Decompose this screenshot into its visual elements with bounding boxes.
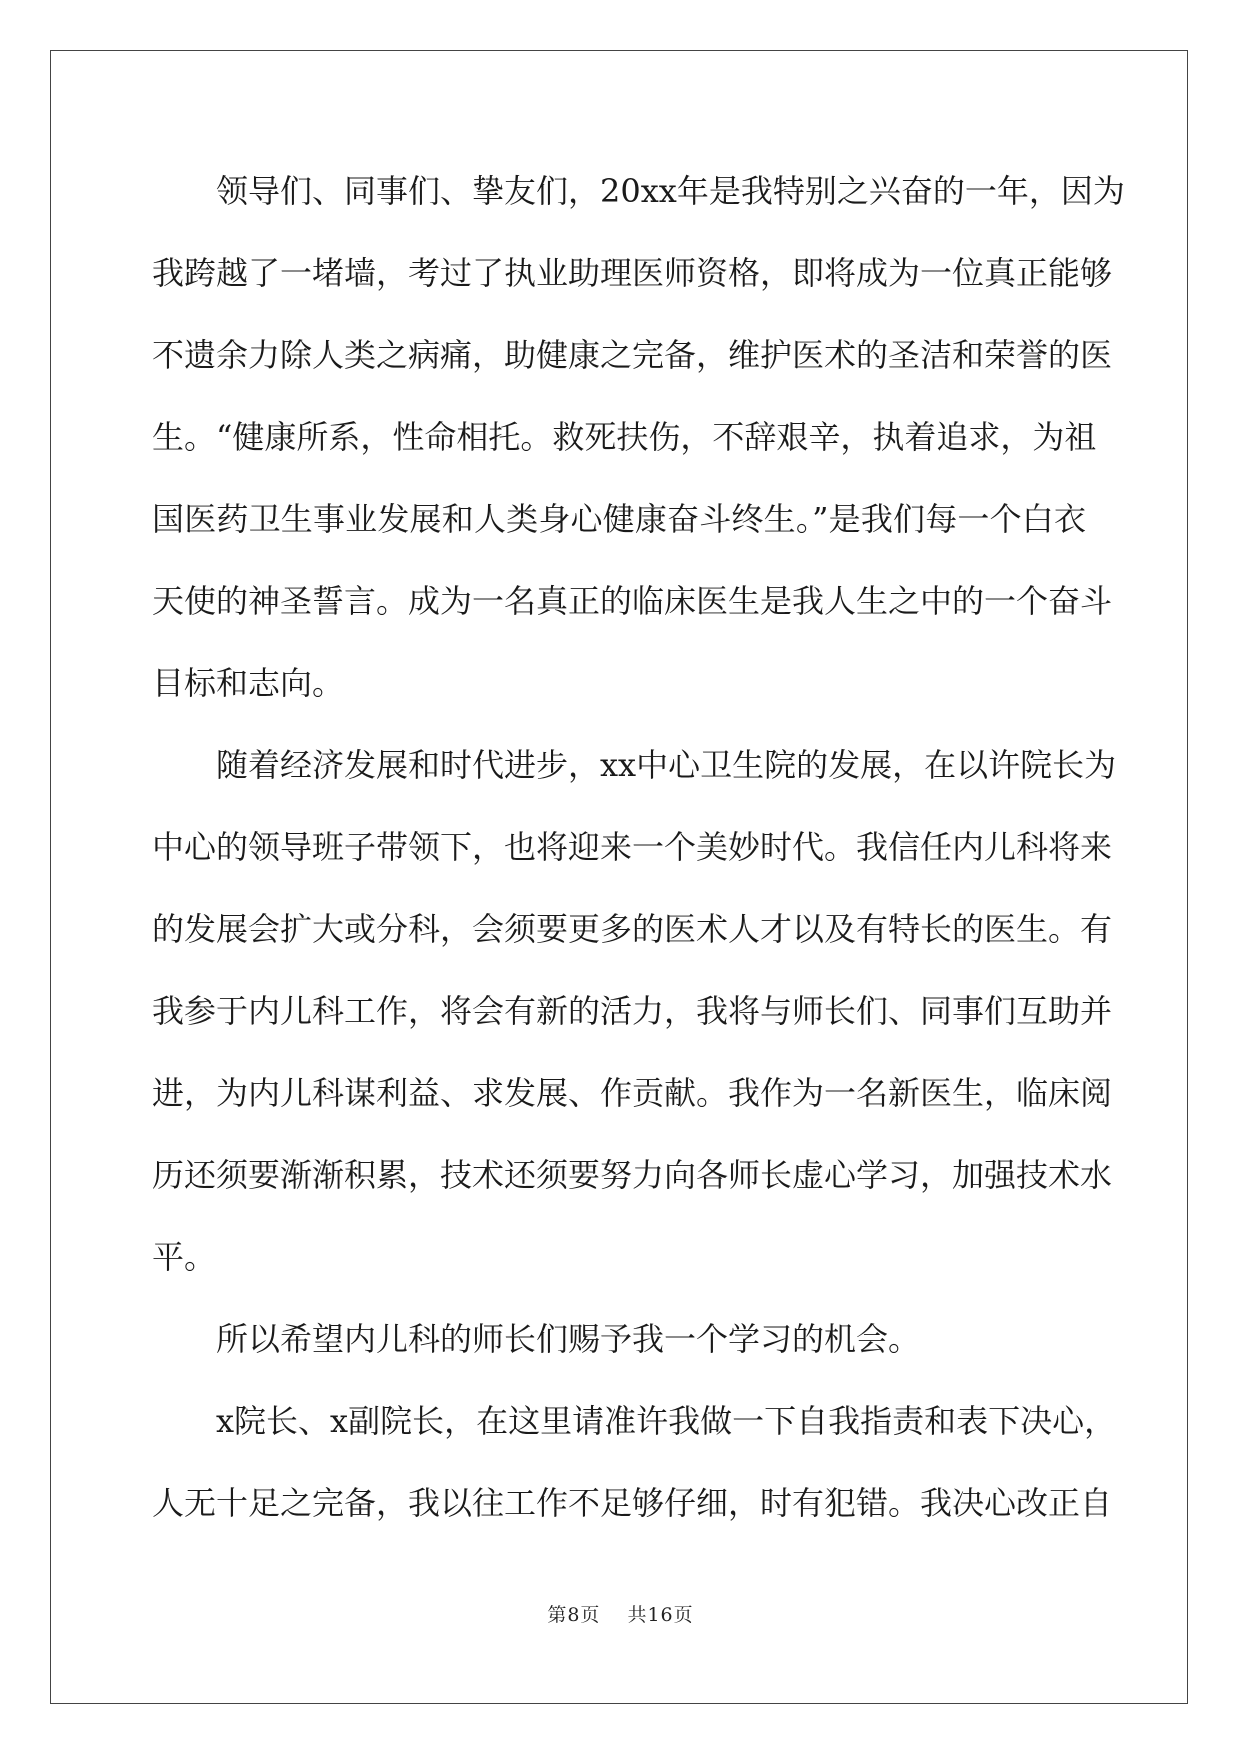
text-line: 随着经济发展和时代进步，xx中心卫生院的发展，在以许院长为	[216, 746, 1117, 784]
text-line: 我参于内儿科工作，将会有新的活力，我将与师长们、同事们互助并	[152, 992, 1113, 1030]
text-line: 中心的领导班子带领下，也将迎来一个美妙时代。我信任内儿科将来	[152, 828, 1113, 866]
text-line: 天使的神圣誓言。成为一名真正的临床医生是我人生之中的一个奋斗	[152, 582, 1113, 620]
text-line: 不遗余力除人类之病痛，助健康之完备，维护医术的圣洁和荣誉的医	[152, 336, 1113, 374]
text-line: 我跨越了一堵墙，考过了执业助理医师资格，即将成为一位真正能够	[152, 254, 1113, 292]
text-line: 人无十足之完备，我以往工作不足够仔细，时有犯错。我决心改正自	[152, 1484, 1113, 1522]
page-footer	[0, 1600, 1241, 1627]
text-line: 所以希望内儿科的师长们赐予我一个学习的机会。	[216, 1320, 921, 1358]
text-line: 的发展会扩大或分科，会须要更多的医术人才以及有特长的医生。有	[152, 910, 1113, 948]
text-line: x院长、x副院长，在这里请准许我做一下自我指责和表下决心，	[216, 1402, 1117, 1440]
text-line: 领导们、同事们、挚友们，20xx年是我特别之兴奋的一年，因为	[216, 172, 1125, 210]
text-line: 进，为内儿科谋利益、求发展、作贡献。我作为一名新医生，临床阅	[152, 1074, 1113, 1112]
page-total: 共16页	[627, 1604, 694, 1626]
text-line: 历还须要渐渐积累，技术还须要努力向各师长虚心学习，加强技术水	[152, 1156, 1113, 1194]
document-body	[152, 160, 1125, 1554]
text-line: 国医药卫生事业发展和人类身心健康奋斗终生。”是我们每一个白衣	[152, 500, 1086, 538]
text-line: 生。“健康所系，性命相托。救死扶伤，不辞艰辛，执着追求，为祖	[152, 418, 1097, 456]
text-line: 目标和志向。	[152, 664, 345, 702]
text-line: 平。	[152, 1238, 217, 1276]
page-number: 第8页	[547, 1604, 601, 1626]
